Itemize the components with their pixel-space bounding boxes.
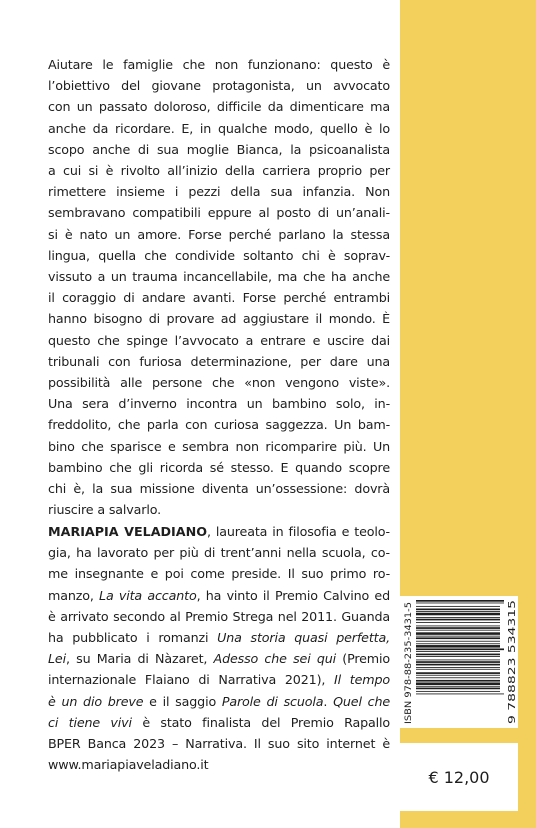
barcode-bar <box>416 645 500 648</box>
barcode-bar <box>416 667 500 668</box>
bio-text: , su Maria di Nàzaret, <box>65 651 214 667</box>
book-title: Adesso che sei qui <box>213 651 337 667</box>
barcode-bar <box>416 613 500 616</box>
blurb-line: Una sera d’inverno incontra un bambino solo, in- <box>48 396 390 412</box>
book-title: Parole di scuola <box>221 693 324 709</box>
blurb-line: hanno bisogno di provare ad aggiustare il mondo. È <box>48 311 390 327</box>
bio-line <box>48 627 390 648</box>
book-title: Quel che <box>333 693 390 709</box>
bio-line <box>48 691 390 712</box>
bio-line <box>48 648 390 669</box>
barcode-digits: 9 788823 534315 <box>507 634 518 724</box>
bio-line: gia, ha lavorato per più di trent’anni nella scuola, co- <box>48 545 390 561</box>
bio-text: , ha vinto il Premio Calvino ed <box>196 587 390 603</box>
blurb-line: Aiutare le famiglie che non funzionano: questo è <box>48 57 390 72</box>
isbn-label: ISBN 978-88-235-3431-5 <box>404 628 414 724</box>
barcode-bar <box>416 664 500 666</box>
barcode-bar <box>416 677 500 678</box>
barcode-bar <box>416 609 500 611</box>
bio-text: è stato finalista del Premio Rapallo <box>131 714 391 730</box>
barcode-bar <box>416 611 500 612</box>
bio-line <box>48 521 390 542</box>
blurb-line: bino che sparisce e sembra non ricomparire più. Un <box>48 438 390 454</box>
author-bio <box>48 521 390 775</box>
blurb-line: lingua, quella che condivide soltanto chi è soprav- <box>48 247 390 263</box>
blurb-line: riuscire a salvarlo. <box>48 502 161 518</box>
bio-line <box>48 585 390 606</box>
barcode-bar <box>416 627 500 629</box>
blurb-paragraph <box>48 54 390 520</box>
barcode-bar <box>416 606 500 607</box>
barcode-bar <box>416 648 504 650</box>
blurb-line: freddolito, che parla con curiosa saggezza. Un bam- <box>48 417 390 433</box>
barcode-bar <box>416 661 500 663</box>
barcode-bar <box>416 654 500 656</box>
book-title: Una storia quasi perfetta, <box>217 630 390 646</box>
bio-line: è arrivato secondo al Premio Strega nel 2011. Guanda <box>48 608 390 624</box>
blurb-line: l’obiettivo del giovane protagonista, un avvocato <box>48 78 390 94</box>
blurb-line: si è nato un amore. Forse perché parlano la stessa <box>48 226 390 242</box>
barcode-bar <box>416 651 500 652</box>
bio-line: me insegnante e poi come preside. Il suo primo ro- <box>48 566 390 582</box>
bio-text: manzo, <box>48 587 100 603</box>
barcode-bar <box>416 622 500 623</box>
isbn-barcode <box>400 596 518 728</box>
blurb-line: a cui si è rivolto all’inizio della carriera proprio per <box>48 163 390 179</box>
bio-text: internazionale Flaiano di Narrativa 2021), <box>48 672 335 688</box>
barcode-bars <box>416 600 504 694</box>
author-name: MARIAPIA VELADIANO <box>48 524 207 539</box>
barcode-bar <box>416 694 504 695</box>
barcode-bar <box>416 680 500 682</box>
barcode-bar <box>416 675 500 676</box>
barcode-bar <box>416 672 500 674</box>
blurb-line: questo che spinge l’avvocato a entrare e uscire dai <box>48 332 390 348</box>
blurb-line: possibilità alle persone che «non vengono viste». <box>48 375 390 391</box>
blurb-line: anche da ricordare. E, in qualche modo, quello è lo <box>48 120 390 136</box>
barcode-bar <box>416 691 500 692</box>
blurb-line: scopo anche di sua moglie Bianca, la psicoanalista <box>48 141 390 157</box>
barcode-bar <box>416 626 500 627</box>
barcode-bar <box>416 656 500 657</box>
barcode-bar <box>416 637 500 639</box>
bio-text: ha pubblicato i romanzi <box>48 630 218 646</box>
barcode-bar <box>416 669 500 670</box>
barcode-bar <box>416 617 500 618</box>
book-title: ci tiene vivi <box>48 714 132 730</box>
price-box <box>400 743 518 811</box>
barcode-bar <box>416 660 500 661</box>
blurb-line: bambino che gli ricorda sé stesso. E quando scopre <box>48 459 390 475</box>
barcode-bar <box>416 603 504 604</box>
bio-text: (Premio <box>336 651 390 667</box>
barcode-bar <box>416 630 500 631</box>
bio-text: , laureata in filosofia e teolo- <box>207 524 390 539</box>
author-website: www.mariapiaveladiano.it <box>48 757 209 773</box>
blurb-line: rimettere insieme i pezzi della sua infanzia. Non <box>48 184 390 200</box>
bio-text: e il saggio <box>143 693 222 709</box>
book-title: Il tempo <box>334 672 390 688</box>
barcode-bar <box>416 688 500 690</box>
blurb-line: tribunali con furiosa determinazione, per dare una <box>48 353 390 369</box>
blurb-line: il coraggio di andare avanti. Forse perché entrambi <box>48 290 390 306</box>
book-title: La vita accanto <box>99 587 197 603</box>
bio-text: . <box>323 693 334 709</box>
barcode-bar <box>416 632 500 635</box>
barcode-bar <box>416 600 504 602</box>
barcode-bar <box>416 686 500 687</box>
price-label: € 12,00 <box>428 767 490 787</box>
blurb-line: vissuto a un trauma incancellabile, ma che ha anche <box>48 269 390 285</box>
barcode-bar <box>416 619 500 621</box>
barcode-graphic <box>400 596 518 728</box>
book-title: Lei <box>48 651 66 667</box>
barcode-bar <box>416 641 500 642</box>
barcode-bar <box>416 682 500 685</box>
bio-line <box>48 712 390 733</box>
bio-line: BPER Banca 2023 – Narrativa. Il suo sito internet è <box>48 736 390 752</box>
blurb-line: con un passato doloroso, difficile da dimenticare ma <box>48 99 390 115</box>
barcode-bar <box>416 636 500 637</box>
barcode-bar <box>416 643 500 644</box>
bio-line <box>48 669 390 690</box>
blurb-line: sembravano compatibili eppure al posto di un’anali- <box>48 205 390 221</box>
book-title: è un dio breve <box>48 693 144 709</box>
blurb-line: chi è, la sua missione diventa un’ossessione: dovrà <box>48 481 390 497</box>
